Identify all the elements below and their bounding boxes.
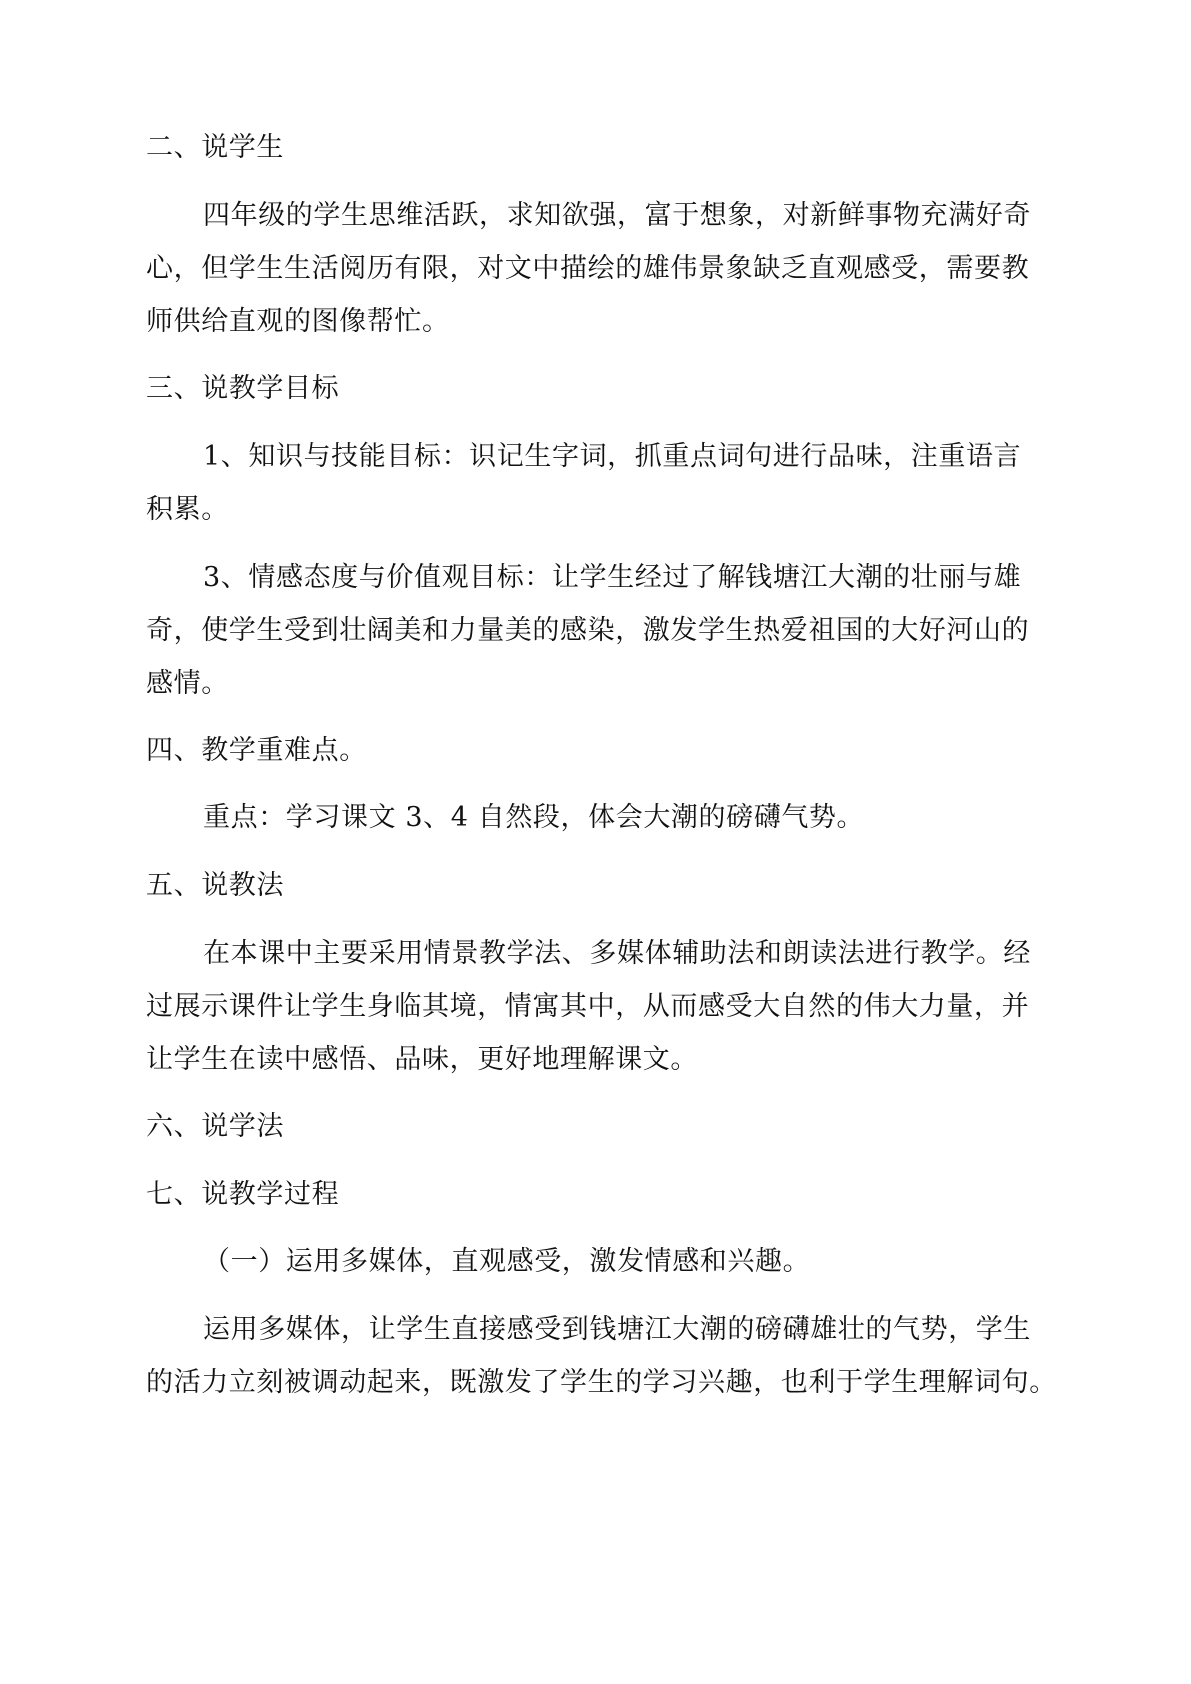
paragraph-line: 的活力立刻被调动起来，既激发了学生的学习兴趣，也利于学生理解词句。 [146, 1367, 1057, 1398]
paragraph-line: 过展示课件让学生身临其境，情寓其中，从而感受大自然的伟大力量，并 [146, 991, 1030, 1022]
section-heading-3: 三、说教学目标 [146, 373, 340, 404]
list-item-line: 3、情感态度与价值观目标：让学生经过了解钱塘江大潮的壮丽与雄 [203, 562, 1022, 593]
paragraph-line: 四年级的学生思维活跃，求知欲强，富于想象，对新鲜事物充满好奇 [203, 200, 1031, 231]
list-item-line: 积累。 [146, 494, 229, 525]
list-item-line: 感情。 [146, 668, 229, 699]
list-item-line: 奇，使学生受到壮阔美和力量美的感染，激发学生热爱祖国的大好河山的 [146, 615, 1030, 646]
subheading: （一）运用多媒体，直观感受，激发情感和兴趣。 [203, 1246, 811, 1277]
paragraph-line: 运用多媒体，让学生直接感受到钱塘江大潮的磅礴雄壮的气势，学生 [203, 1314, 1031, 1345]
section-heading-6: 六、说学法 [146, 1111, 284, 1142]
paragraph-line: 重点：学习课文 3、4 自然段，体会大潮的磅礴气势。 [203, 802, 865, 833]
paragraph-line: 心，但学生生活阅历有限，对文中描绘的雄伟景象缺乏直观感受，需要教 [146, 253, 1030, 284]
paragraph-line: 师供给直观的图像帮忙。 [146, 306, 450, 337]
section-heading-7: 七、说教学过程 [146, 1179, 340, 1210]
section-heading-5: 五、说教法 [146, 870, 284, 901]
paragraph-line: 让学生在读中感悟、品味，更好地理解课文。 [146, 1044, 698, 1075]
list-item-line: 1、知识与技能目标：识记生字词，抓重点词句进行品味，注重语言 [203, 441, 1022, 472]
section-heading-2: 二、说学生 [146, 132, 284, 163]
paragraph-line: 在本课中主要采用情景教学法、多媒体辅助法和朗读法进行教学。经 [203, 938, 1031, 969]
section-heading-4: 四、教学重难点。 [146, 735, 367, 766]
